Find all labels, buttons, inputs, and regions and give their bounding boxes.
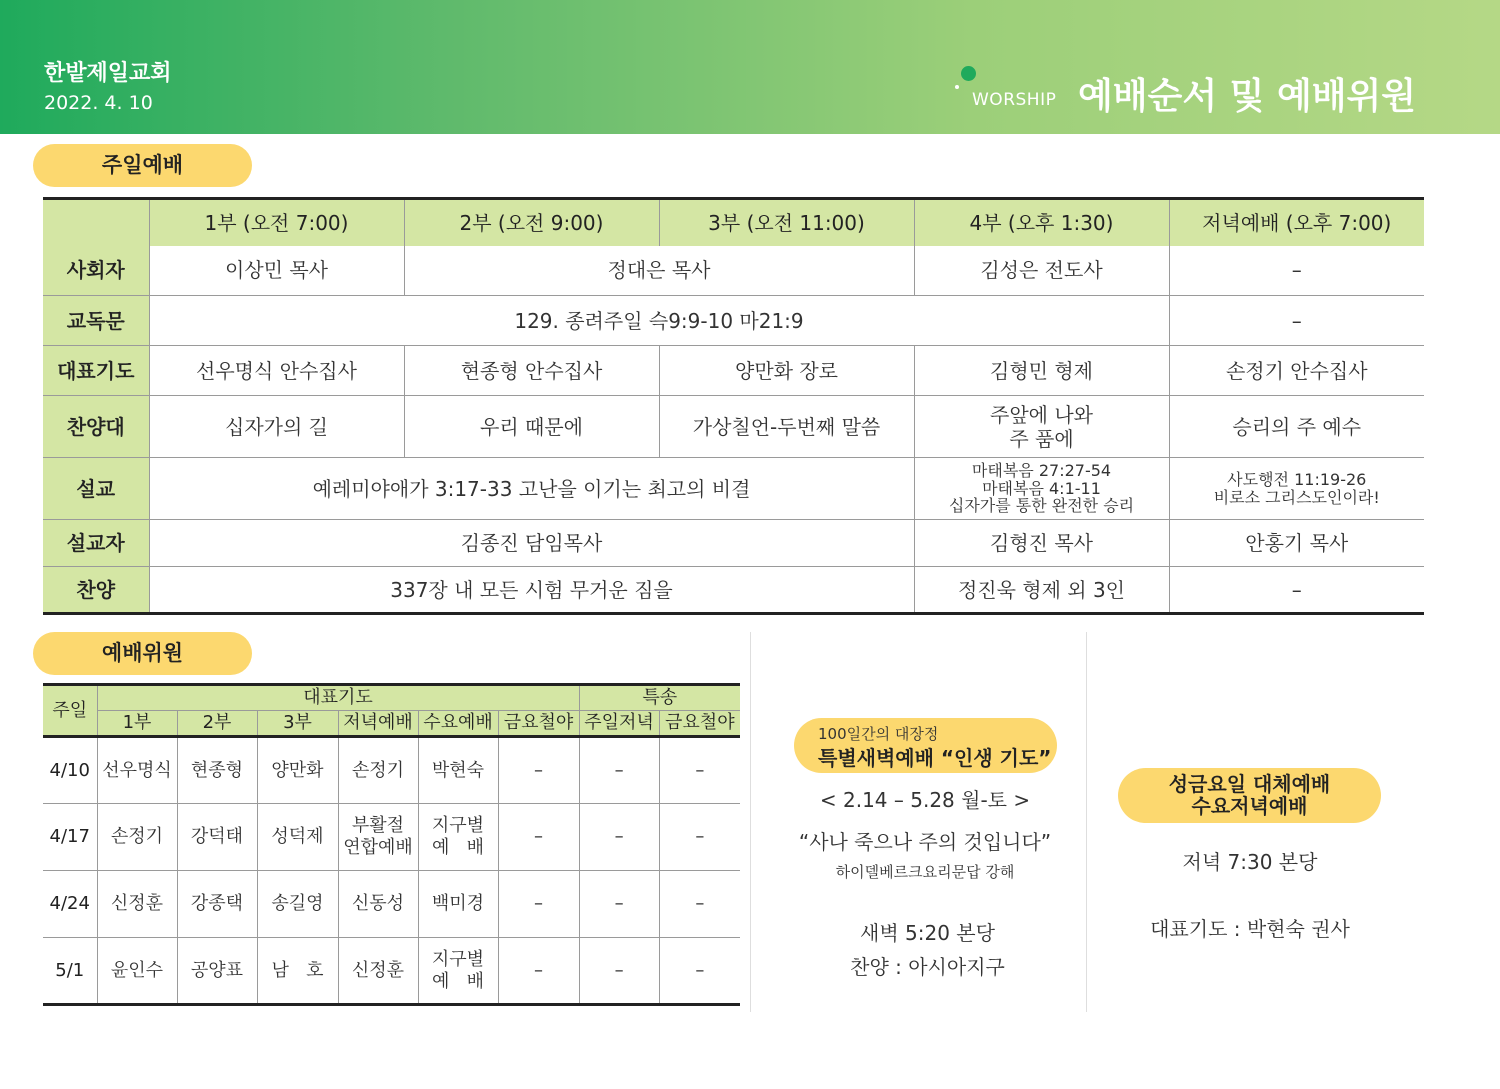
row-header: 교독문 [43, 296, 149, 346]
special-dawn-period: < 2.14 – 5.28 월-토 > [819, 788, 1031, 812]
table-cell: 신정훈 [338, 938, 418, 1005]
table-cell: – [498, 938, 579, 1005]
table-cell: 백미경 [418, 871, 498, 938]
column-header: 저녁예배 (오후 7:00) [1169, 199, 1424, 246]
row-header: 찬양 [43, 567, 149, 614]
table-cell: – [579, 871, 659, 938]
table-cell: 손정기 [338, 737, 418, 804]
cell-line: 부활절 [351, 815, 405, 837]
special-dawn-hymn: 찬양 : 아시아지구 [850, 955, 1005, 979]
column-group-header: 특송 [579, 685, 740, 711]
committee-table [43, 683, 740, 1006]
table-cell: – [1169, 246, 1424, 296]
table-cell: 김형민 형제 [914, 346, 1169, 396]
table-cell: 현종형 안수집사 [404, 346, 659, 396]
date-cell: 4/24 [43, 871, 97, 938]
special-dawn-lecture: 하이델베르크요리문답 강해 [835, 863, 1015, 881]
table-row [43, 804, 740, 871]
church-name: 한밭제일교회 [44, 61, 172, 86]
table-cell: 손정기 [97, 804, 177, 871]
table-cell: 김성은 전도사 [914, 246, 1169, 296]
column-header: 1부 (오전 7:00) [149, 199, 404, 246]
table-row [43, 246, 1424, 296]
white-dot-icon [955, 85, 959, 89]
table-cell: – [659, 804, 740, 871]
table-cell: 예레미야애가 3:17-33 고난을 이기는 최고의 비결 [149, 458, 914, 520]
table-cell [418, 938, 498, 1005]
friday-service-title: 성금요일 대체예배 [1168, 772, 1331, 796]
table-cell: 선우명식 안수집사 [149, 346, 404, 396]
table-cell: – [579, 737, 659, 804]
table-cell: 현종형 [177, 737, 257, 804]
table-cell [914, 458, 1169, 520]
section-divider [750, 632, 751, 1012]
table-row [43, 396, 1424, 458]
sunday-worship-table [43, 197, 1424, 615]
header-banner [0, 0, 1500, 134]
cell-line: 연합예배 [343, 837, 413, 858]
header-corner [43, 199, 149, 246]
friday-service-prayer: 대표기도 : 박현숙 권사 [1150, 917, 1350, 941]
cell-line: 예 배 [432, 970, 484, 992]
table-cell: – [498, 804, 579, 871]
table-header-row [43, 199, 1424, 246]
sunday-worship-label: 주일예배 [33, 144, 252, 187]
cell-line: 주 품에 [1009, 426, 1074, 451]
column-header: 4부 (오후 1:30) [914, 199, 1169, 246]
row-header: 사회자 [43, 246, 149, 296]
table-cell: 십자가의 길 [149, 396, 404, 458]
row-header: 설교 [43, 458, 149, 520]
special-dawn-quote: “사나 죽으나 주의 것입니다” [798, 830, 1052, 854]
row-header: 설교자 [43, 520, 149, 567]
friday-service-badge [1118, 768, 1381, 823]
cell-line: 마태복음 4:1-11 [982, 478, 1101, 498]
column-header: 주일저녁 [579, 711, 659, 737]
table-row [43, 567, 1424, 614]
cell-line: 비로소 그리스도인이라! [1213, 487, 1380, 507]
cell-line: 지구별 [431, 815, 485, 837]
committee-label: 예배위원 [33, 632, 252, 675]
table-cell: 남 호 [257, 938, 338, 1005]
table-row [43, 938, 740, 1005]
table-cell: 이상민 목사 [149, 246, 404, 296]
table-cell: – [659, 938, 740, 1005]
table-cell: 승리의 주 예수 [1169, 396, 1424, 458]
table-cell: 공양표 [177, 938, 257, 1005]
table-cell [418, 804, 498, 871]
cell-line: 주앞에 나와 [990, 402, 1093, 427]
table-header-row [43, 711, 740, 737]
column-header: 1부 [97, 711, 177, 737]
table-cell: 강종택 [177, 871, 257, 938]
column-header: 2부 [177, 711, 257, 737]
table-cell: 김형진 목사 [914, 520, 1169, 567]
special-dawn-subtitle: 100일간의 대장정 [818, 725, 939, 743]
table-row [43, 458, 1424, 520]
date-cell: 4/10 [43, 737, 97, 804]
table-row [43, 520, 1424, 567]
date-cell: 4/17 [43, 804, 97, 871]
table-cell: 우리 때문에 [404, 396, 659, 458]
table-cell: – [1169, 296, 1424, 346]
row-header: 찬양대 [43, 396, 149, 458]
column-header: 수요예배 [418, 711, 498, 737]
table-row [43, 296, 1424, 346]
table-cell: – [498, 871, 579, 938]
friday-service-subtitle: 수요저녁예배 [1191, 794, 1308, 818]
column-header: 금요철야 [659, 711, 740, 737]
table-row [43, 871, 740, 938]
column-header: 주일 [43, 685, 97, 737]
cell-line: 지구별 [431, 948, 485, 970]
table-cell: 정진욱 형제 외 3인 [914, 567, 1169, 614]
date-cell: 5/1 [43, 938, 97, 1005]
special-dawn-time: 새벽 5:20 본당 [860, 921, 995, 945]
column-header: 3부 (오전 11:00) [659, 199, 914, 246]
table-cell: 양만화 장로 [659, 346, 914, 396]
table-cell [1169, 458, 1424, 520]
cell-line: 사도행전 11:19-26 [1227, 469, 1367, 489]
table-cell [914, 396, 1169, 458]
worship-label-en: WORSHIP [972, 90, 1057, 110]
table-cell: 129. 종려주일 슥9:9-10 마21:9 [149, 296, 1169, 346]
table-cell: – [1169, 567, 1424, 614]
cell-line: 십자가를 통한 완전한 승리 [948, 496, 1135, 516]
cell-line: 예 배 [432, 837, 484, 858]
page-title: 예배순서 및 예배위원 [1078, 76, 1417, 117]
table-cell: 송길영 [257, 871, 338, 938]
table-cell: 신정훈 [97, 871, 177, 938]
friday-service-time: 저녁 7:30 본당 [1182, 850, 1318, 874]
cell-line: 마태복음 27:27-54 [971, 461, 1112, 481]
column-group-header: 대표기도 [97, 685, 579, 711]
special-dawn-title: 특별새벽예배 “인생 기도” [818, 746, 1052, 770]
table-cell: 김종진 담임목사 [149, 520, 914, 567]
bulletin-date: 2022. 4. 10 [44, 92, 153, 114]
table-cell: 강덕태 [177, 804, 257, 871]
column-header: 금요철야 [498, 711, 579, 737]
table-cell: 가상칠언-두번째 말씀 [659, 396, 914, 458]
table-cell: – [579, 938, 659, 1005]
table-cell: – [579, 804, 659, 871]
table-cell: 337장 내 모든 시험 무거운 짐을 [149, 567, 914, 614]
section-divider [1086, 632, 1087, 1012]
table-cell: 박현숙 [418, 737, 498, 804]
table-cell: 선우명식 [97, 737, 177, 804]
table-cell: 성덕제 [257, 804, 338, 871]
table-row [43, 737, 740, 804]
table-cell: – [659, 871, 740, 938]
table-cell: – [659, 737, 740, 804]
table-row [43, 346, 1424, 396]
row-header: 대표기도 [43, 346, 149, 396]
table-cell: 손정기 안수집사 [1169, 346, 1424, 396]
table-cell: 윤인수 [97, 938, 177, 1005]
table-cell: 양만화 [257, 737, 338, 804]
green-dot-icon [961, 66, 976, 81]
column-header: 2부 (오전 9:00) [404, 199, 659, 246]
column-header: 3부 [257, 711, 338, 737]
table-cell: 정대은 목사 [404, 246, 914, 296]
table-cell: 안홍기 목사 [1169, 520, 1424, 567]
table-cell [338, 804, 418, 871]
table-cell: 신동성 [338, 871, 418, 938]
table-cell: – [498, 737, 579, 804]
column-header: 저녁예배 [338, 711, 418, 737]
table-header-row [43, 685, 740, 711]
